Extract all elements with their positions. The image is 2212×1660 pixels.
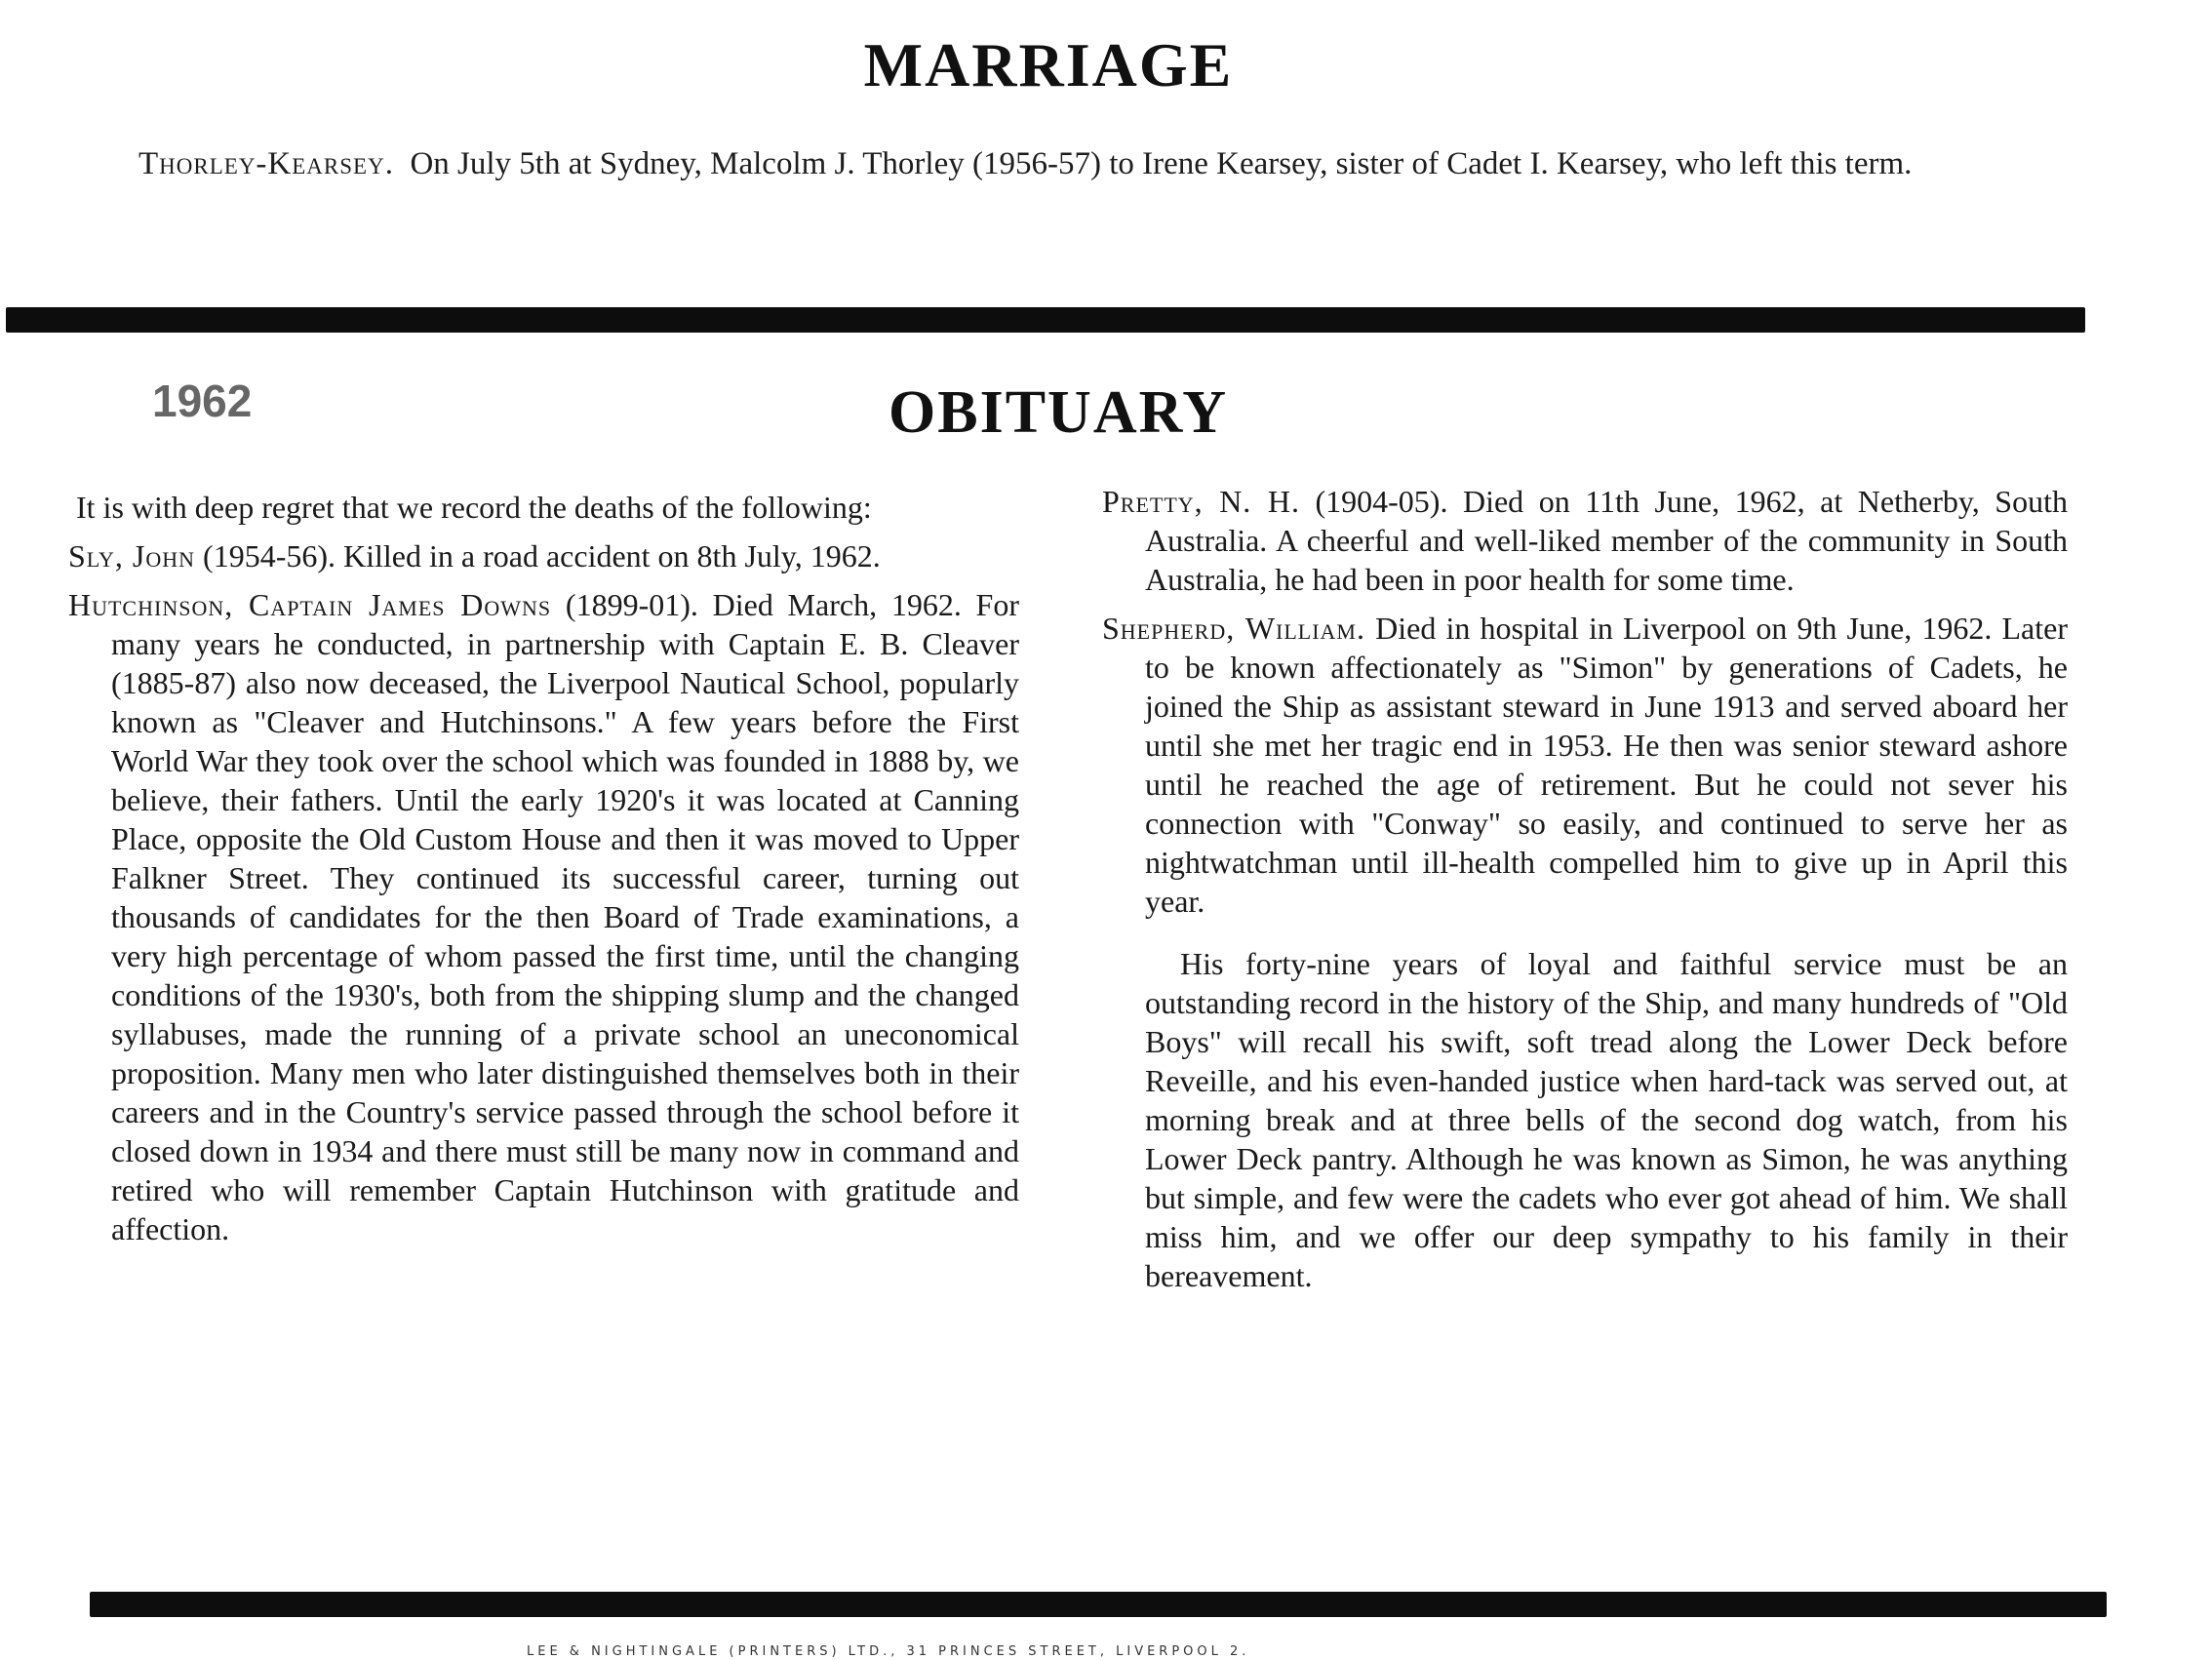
section-divider-bottom: [90, 1592, 2107, 1617]
obituary-column-right: [1102, 482, 2068, 1305]
printer-imprint: LEE & NIGHTINGALE (PRINTERS) LTD., 31 PRINCES STREET, LIVERPOOL 2.: [527, 1644, 1250, 1659]
marriage-notice: [76, 144, 2056, 183]
obituary-entry-name: Sly, John: [68, 538, 196, 573]
section-divider-top: [6, 307, 2085, 333]
obituary-entry-name: Hutchinson, Captain James Downs: [68, 587, 552, 622]
year-label: 1962: [152, 375, 253, 426]
obituary-entry-name: Pretty, N. H.: [1102, 484, 1300, 519]
obituary-entry-text: (1904-05). Died on 11th June, 1962, at Netherby, South Australia. A cheerful and well-liked member of the community in South Australia, he had been in poor health for some time.: [1145, 484, 2068, 597]
marriage-names: Thorley-Kearsey.: [138, 146, 394, 181]
obituary-column-left: [68, 488, 1019, 1258]
marriage-notice-text: On July 5th at Sydney, Malcolm J. Thorley (1956-57) to Irene Kearsey, sister of Cadet I. Kearsey, who left this term.: [410, 146, 1913, 181]
obituary-entry: [1102, 482, 2068, 599]
obituary-entry-name: Shepherd, William.: [1102, 611, 1365, 646]
obituary-entry-continuation: His forty-nine years of loyal and faithful service must be an outstanding record in the history of the Ship, and many hundreds of "Old Boys" will recall his swift, soft tread along the Lower Deck before Reveille, and his even-handed justice when hard-tack was served out, at morning break and at three bells of the second dog watch, from his Lower Deck pantry. Although he was known as Simon, he was anything but simple, and few were the cadets who ever got ahead of him. We shall miss him, and we offer our deep sympathy to his family in their bereavement.: [1145, 946, 2068, 1293]
obituary-entry-text: (1954-56). Killed in a road accident on 8th July, 1962.: [203, 538, 881, 573]
obituary-entry: [68, 536, 1019, 575]
obituary-heading: OBITUARY: [889, 379, 1228, 446]
obituary-entry-text: Died in hospital in Liverpool on 9th June, 1962. Later to be known affectionately as "Simon" by generations of Cadets, he joined the Ship as assistant steward in June 1913 and served aboard her until she met her tragic end in 1953. He then was senior steward ashore until he reached the age of retirement. But he could not sever his connection with "Conway" so easily, and continued to serve her as nightwatchman until ill-health compelled him to give up in April this year.: [1145, 611, 2069, 919]
obituary-entry-text: (1899-01). Died March, 1962. For many years he conducted, in partnership with Captain E. B. Cleaver (1885-87) also now deceased, the Liverpool Nautical School, popularly known as "Cleaver and Hutchinsons." A few years before the First World War they took over the school which was founded in 1888 by, we believe, their fathers. Until the early 1920's it was located at Canning Place, opposite the Old Custom House and then it was moved to Upper Falkner Street. They continued its successful career, turning out thousands of candidates for the then Board of Trade examinations, a very high percentage of whom passed the first time, until the changing conditions of the 1930's, both from the shipping slump and the changed syllabuses, made the running of a private school an uneconomical proposition. Many men who later distinguished themselves both in their careers and in the Country's service passed through the school before it closed down in 1934 and there must still be many now in command and retired who will remember Captain Hutchinson with gratitude and affection.: [111, 587, 1020, 1246]
obituary-intro: It is with deep regret that we record the deaths of the following:: [76, 490, 872, 525]
obituary-entry: [68, 585, 1019, 1248]
obituary-entry: [1102, 609, 2068, 921]
marriage-heading: MARRIAGE: [863, 30, 1234, 99]
